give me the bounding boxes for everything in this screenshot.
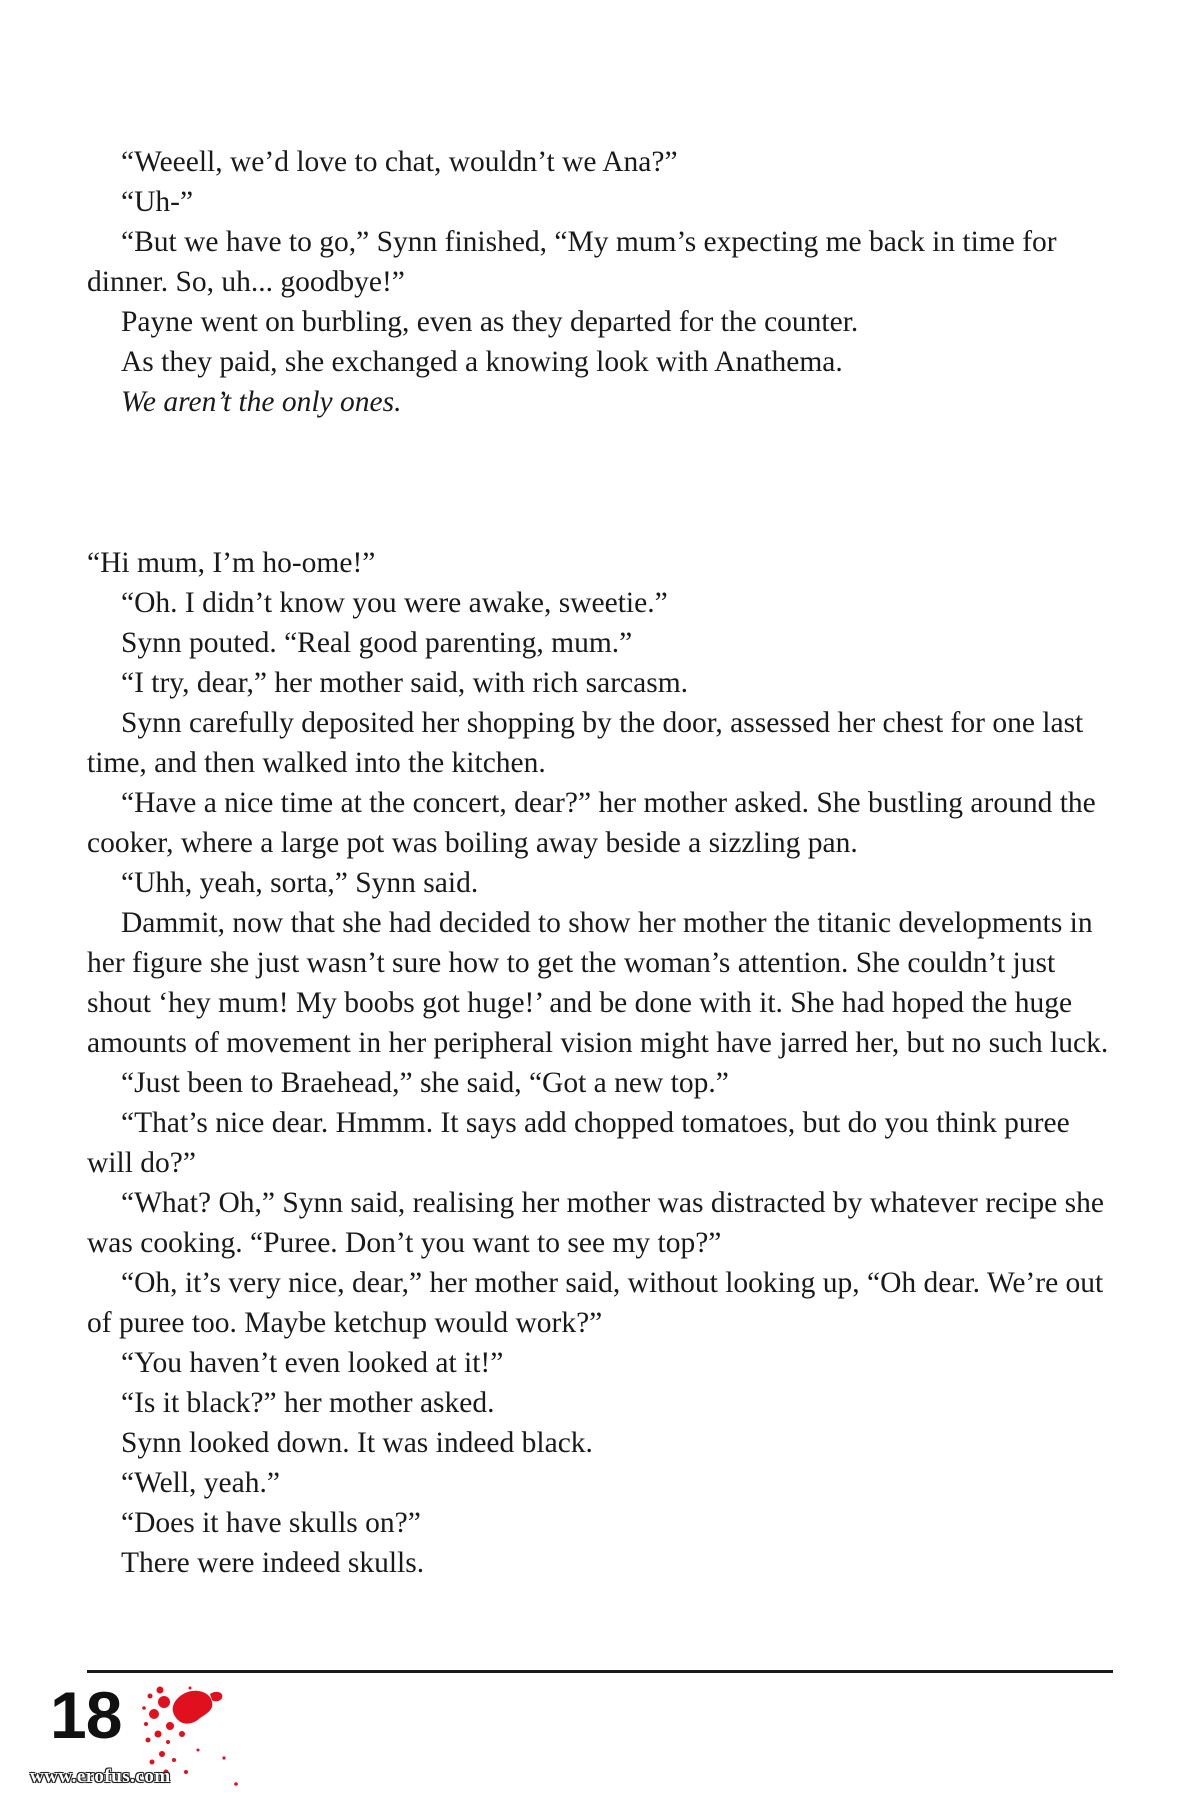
paragraph: “Weeell, we’d love to chat, wouldn’t we Ana?”	[121, 146, 678, 178]
page-number: 18	[50, 1678, 122, 1752]
paragraph: Synn looked down. It was indeed black.	[121, 1427, 593, 1459]
paragraph: “Is it black?” her mother asked.	[121, 1387, 495, 1419]
paragraph: Synn pouted. “Real good parenting, mum.”	[121, 627, 633, 659]
paragraph-opening: “Hi mum, I’m ho-ome!”	[87, 547, 376, 579]
italic-thought: We aren’t the only ones.	[121, 386, 402, 418]
paragraph: “Uh-”	[121, 186, 194, 218]
paragraph: “Well, yeah.”	[121, 1467, 280, 1499]
paragraph: “Just been to Braehead,” she said, “Got a new top.”	[121, 1067, 729, 1099]
paragraph: “Does it have skulls on?”	[121, 1507, 421, 1539]
footer-divider	[87, 1670, 1113, 1673]
paragraph: “That’s nice dear. Hmmm. It says add chopped tomatoes, but do you think puree will do?”	[87, 1107, 1070, 1179]
watermark-text: www.erofus.com	[30, 1766, 171, 1787]
paragraph: Synn carefully deposited her shopping by the door, assessed her chest for one last time, and then walked into the kitchen.	[87, 707, 1084, 779]
paragraph: “What? Oh,” Synn said, realising her mother was distracted by whatever recipe she was cooking. “Puree. Don’t you want to see my top?”	[87, 1187, 1104, 1259]
text-section-one	[87, 142, 1117, 422]
paragraph: “Oh, it’s very nice, dear,” her mother said, without looking up, “Oh dear. We’re out of puree too. Maybe ketchup would work?”	[87, 1267, 1104, 1339]
paragraph: “But we have to go,” Synn finished, “My mum’s expecting me back in time for dinner. So, uh... goodbye!”	[87, 226, 1057, 298]
paragraph: There were indeed skulls.	[121, 1547, 425, 1579]
paragraph: “You haven’t even looked at it!”	[121, 1347, 504, 1379]
paragraph: “Have a nice time at the concert, dear?” her mother asked. She bustling around the cooker, where a large pot was boiling away beside a sizzling pan.	[87, 787, 1096, 859]
paragraph: Payne went on burbling, even as they departed for the counter.	[121, 306, 859, 338]
paragraph: “I try, dear,” her mother said, with rich sarcasm.	[121, 667, 689, 699]
text-section-two	[87, 543, 1117, 1583]
paragraph: “Uhh, yeah, sorta,” Synn said.	[121, 867, 479, 899]
paragraph: “Oh. I didn’t know you were awake, sweetie.”	[121, 587, 668, 619]
paragraph: Dammit, now that she had decided to show her mother the titanic developments in her figure she just wasn’t sure how to get the woman’s attention. She couldn’t just shout ‘hey mum! My boobs got huge!’ and be done with it. She had hoped the huge amounts of movement in her peripheral vision might have jarred her, but no such luck.	[87, 907, 1109, 1059]
paragraph: As they paid, she exchanged a knowing look with Anathema.	[121, 346, 843, 378]
